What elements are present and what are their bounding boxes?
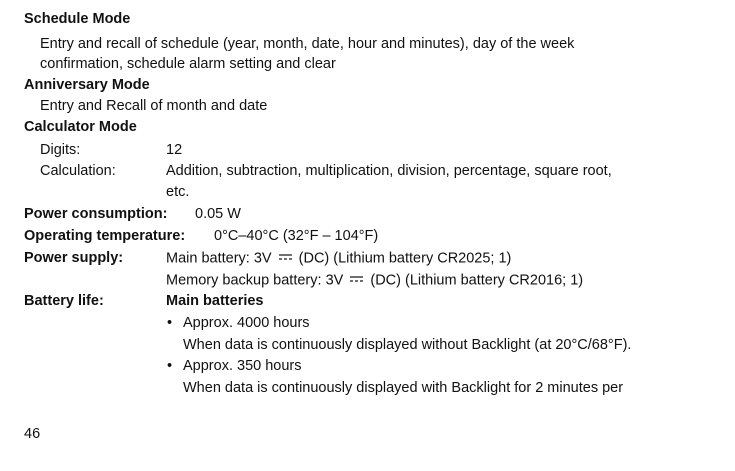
main-battery-prefix: Main battery: 3V — [166, 250, 272, 267]
digits-value: 12 — [166, 142, 183, 158]
battery-item2: Approx. 350 hours — [183, 358, 302, 374]
bullet-icon: • — [167, 315, 173, 331]
calculation-value-line1: Addition, subtraction, multiplication, division, percentage, square root, — [166, 163, 612, 179]
main-battery-suffix: (DC) (Lithium battery CR2025; 1) — [298, 250, 512, 267]
operating-temperature-label: Operating temperature: — [24, 228, 186, 244]
battery-item2-detail: When data is continuously displayed with Backlight for 2 minutes per — [183, 380, 624, 396]
power-supply-label: Power supply: — [24, 250, 124, 266]
digits-label: Digits: — [40, 142, 81, 158]
operating-temperature-value: 0°C–40°C (32°F – 104°F) — [214, 228, 379, 244]
page-number: 46 — [24, 426, 41, 442]
bullet-icon: • — [167, 358, 173, 374]
memory-battery-prefix: Memory backup battery: 3V — [166, 272, 344, 289]
battery-life-label: Battery life: — [24, 293, 104, 309]
main-battery-line — [166, 248, 511, 269]
memory-battery-suffix: (DC) (Lithium battery CR2016; 1) — [370, 272, 584, 289]
calculator-mode-heading: Calculator Mode — [24, 119, 137, 135]
memory-battery-line — [166, 270, 583, 291]
dc-symbol-icon — [278, 248, 293, 269]
schedule-mode-desc-line2: confirmation, schedule alarm setting and clear — [40, 56, 336, 72]
battery-item1: Approx. 4000 hours — [183, 315, 310, 331]
calculation-label: Calculation: — [40, 163, 116, 179]
anniversary-mode-heading: Anniversary Mode — [24, 77, 150, 93]
calculation-value-line2: etc. — [166, 184, 190, 200]
power-consumption-label: Power consumption: — [24, 206, 168, 222]
battery-item1-detail: When data is continuously displayed without Backlight (at 20°C/68°F). — [183, 337, 632, 353]
dc-symbol-icon — [349, 270, 364, 291]
schedule-mode-heading: Schedule Mode — [24, 11, 131, 27]
anniversary-mode-desc: Entry and Recall of month and date — [40, 98, 268, 114]
power-consumption-value: 0.05 W — [195, 206, 241, 222]
schedule-mode-desc-line1: Entry and recall of schedule (year, month, date, hour and minutes), day of the week — [40, 36, 575, 52]
main-batteries-subheading: Main batteries — [166, 293, 264, 309]
